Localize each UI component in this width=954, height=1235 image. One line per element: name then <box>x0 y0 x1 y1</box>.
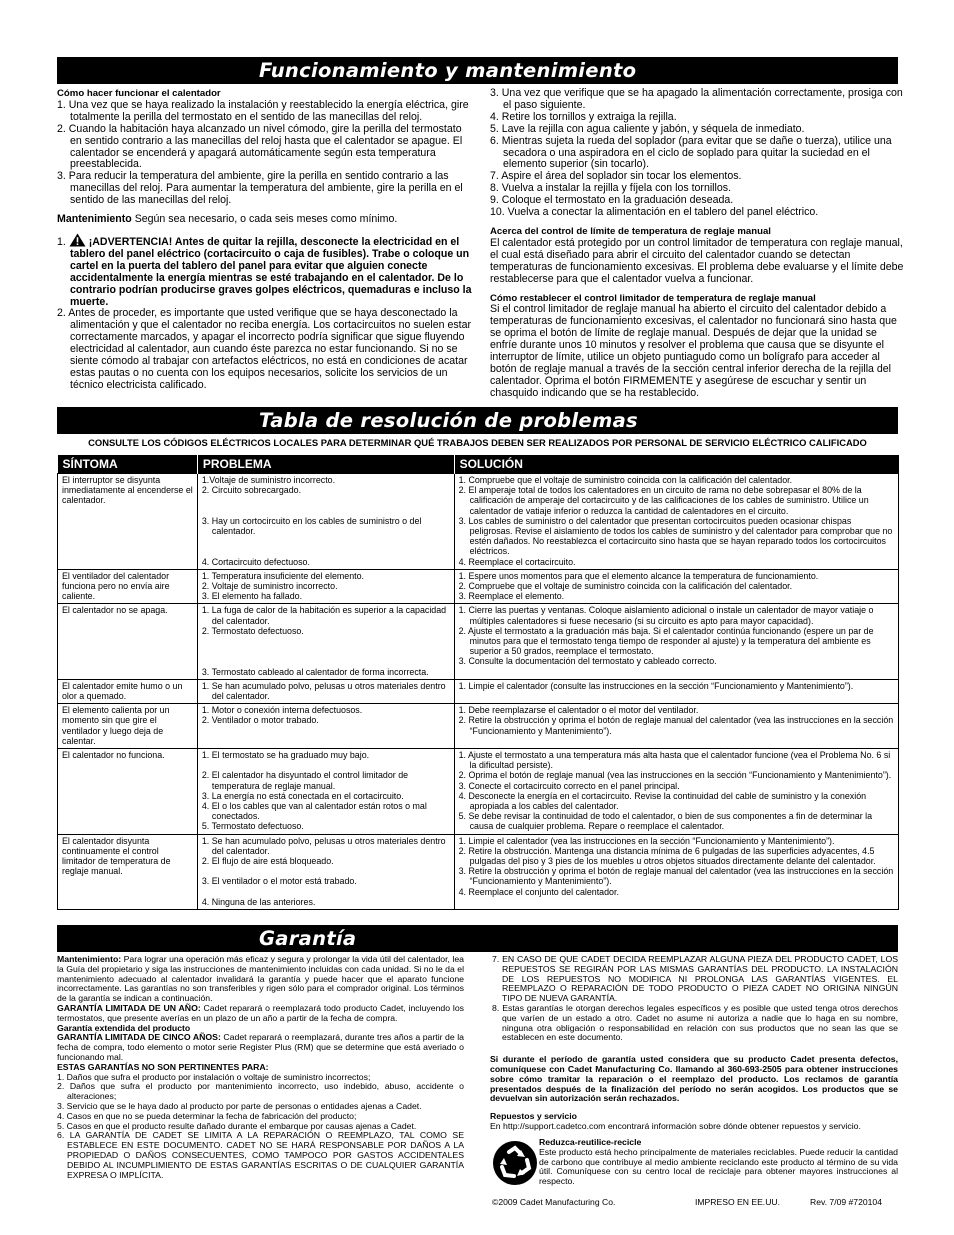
list-item: 2. Antes de proceder, es importante que usted verifique que se haya desconectado la alimentación y que el calentador no reciba energía. Los cortacircuitos no suelen estar correctamente marcados, y apagar el incorrecto podría significar que sigue fluyendo electricidad al calentador, aun cuando éste parezca no estar funcionando. Si no se siente cómodo al trabajar con artefactos eléctricos, no está en condiciones de acatar estas pautas o no cuenta con los equipos necesarios, solicite los servicios de un técnico electricista calificado. <box>57 307 472 391</box>
maintenance-steps <box>57 233 473 392</box>
problem-item: 1. El termostato se ha graduado muy bajo. <box>201 750 370 761</box>
operation-column-right <box>490 88 904 400</box>
list-item: 6. Mientras sujeta la rueda del soplador (para evitar que se dañe o tuerza), utilice una secadora o una aspiradora en el ciclo de soplado para quitar la suciedad en el elemento superior (sin tocarlo). <box>490 134 892 171</box>
solution-item: 2. El amperaje total de todos los calentadores en un circuito de rama no debe sobrepasar el 80% de la calificación de amperaje del cortacircuito y de las calificaciones de los cables de suministro. Utilice un calentador de vatiaje inferior o reduzca la cantidad de calentadores en el circuito. <box>458 485 869 516</box>
paragraph <box>57 1004 464 1024</box>
warning-icon <box>69 233 86 247</box>
problem-cell <box>197 679 454 703</box>
solution-item: 2. Oprima el botón de reglaje manual (vea las instrucciones en la sección “Funcionamiento y Mantenimiento”). <box>458 770 892 781</box>
solution-item: 3. Conecte el cortacircuito correcto en el panel principal. <box>458 780 680 791</box>
solution-item: 1. Ajuste el termostato a una temperatura más alta hasta que el calentador funcione (vea el Problema No. 6 si la dificultad persiste). <box>458 750 891 771</box>
symptom-cell: El elemento calienta por un momento sin que gire el ventilador y luego deja de calentar. <box>58 704 198 749</box>
problem-item: 3. Hay un cortocircuito en los cables de suministro o del calentador. <box>201 515 422 536</box>
warranty-label: Garantía extendida del producto <box>57 1022 191 1033</box>
list-item: 8. Vuelva a instalar la rejilla y fíjela con los tornillos. <box>490 182 732 195</box>
claim-text: Si durante el período de garantía usted considera que su producto Cadet presenta defectos, comuníquese con Cadet Manufacturing Co. llamando al 360-693-2505 para obtener instrucciones sobre cómo tramitar la reparación o el reemplazo del producto. Los reclamos de garantía presentados después de la finalización del período no serán acogidos. Los productos que se devuelvan sin autorización serán rechazados. <box>490 1054 898 1104</box>
problem-cell <box>197 749 454 835</box>
spacer <box>202 646 450 656</box>
list-item: 5. Lave la rejilla con agua caliente y jabón, y séquela de inmediato. <box>490 122 805 135</box>
table-row <box>58 604 899 679</box>
solution-item: 2. Compruebe que el voltaje de suministro coincida con la calificación del calentador. <box>458 581 793 592</box>
symptom-cell: El calentador disyunta continuamente el control limitador de temperatura de reglaje manual. <box>58 834 198 909</box>
troubleshooting-table <box>57 455 899 910</box>
codes-note: CONSULTE LOS CÓDIGOS ELÉCTRICOS LOCALES PARA DETERMINAR QUÉ TRABAJOS DEBEN SER REALIZADOS POR PERSONAL DE SERVICIO ELÉCTRICO CALIFICADO <box>88 437 867 448</box>
problem-item: 1. Se han acumulado polvo, pelusas u otros materiales dentro del calentador. <box>201 835 446 856</box>
subheading: Cómo hacer funcionar el calentador <box>57 88 221 99</box>
problem-item: 1. Temperatura insuficiente del elemento. <box>201 570 365 581</box>
problem-item: 3. El elemento ha fallado. <box>201 591 303 602</box>
problem-item: 3. La energía no está conectada en el cortacircuito. <box>201 790 404 801</box>
solution-item: 5. Se debe revisar la continuidad de todo el calentador, o bien de sus componentes a fin de determinar la causa de cualquier problema. Repare o reemplace el calentador. <box>458 811 873 832</box>
warranty-label: GARANTÍA LIMITADA DE UN AÑO: <box>57 1002 201 1013</box>
list-item: 1. Daños que sufra el producto por instalación o voltaje de suministro incorrectos; <box>57 1071 371 1082</box>
list-item: 8. Estas garantías le otorgan derechos legales específicos y es posible que usted tenga otros derechos que varíen de un estado a otro. Cadet no asume ni autoriza a nadie que lo haga en su nombre, ninguna otra obligación o responsabilidad en relación con sus productos que no sean las que se establecen en este documento. <box>492 1002 898 1043</box>
list-item: 1. Una vez que se haya realizado la instalación y reestablecido la energía eléctrica, gire totalmente la perilla del termostato en el sentido de las manecillas del reloj. <box>57 98 469 123</box>
problem-item: 1.Voltaje de suministro incorrecto. <box>201 475 336 485</box>
maintenance-text: Según sea necesario, o cada seis meses como mínimo. <box>131 213 398 226</box>
warranty-label: ESTAS GARANTÍAS NO SON PERTINENTES PARA: <box>57 1061 269 1072</box>
solution-cell <box>454 569 898 604</box>
spacer <box>202 536 450 546</box>
list-item: 3. Para reducir la temperatura del ambiente, gire la perilla en sentido contrario a las manecillas del reloj. Para aumentar la temperatura del ambiente, gire la perilla en el sentido de las manecillas del reloj. <box>57 170 463 207</box>
symptom-cell: El ventilador del calentador funciona pero no envía aire caliente. <box>58 569 198 604</box>
list-item: 9. Coloque el termostato en la graduación deseada. <box>490 194 734 207</box>
operation-column-left <box>57 88 473 392</box>
parts-label: Repuestos y servicio <box>490 1111 577 1122</box>
table-row <box>58 704 899 749</box>
problem-cell <box>197 569 454 604</box>
section-header-tabla <box>57 407 898 434</box>
solution-item: 1. Espere unos momentos para que el elemento alcance la temperatura de funcionamiento. <box>458 570 819 581</box>
spacer <box>202 636 450 646</box>
spacer <box>202 495 450 505</box>
printed-in: IMPRESO EN EE.UU. <box>695 1197 780 1207</box>
problem-cell <box>197 604 454 679</box>
section-header-funcionamiento <box>57 57 898 84</box>
spacer <box>202 760 450 770</box>
list-item: 3. Una vez que verifique que se ha apagado la alimentación correctamente, prosiga con el paso siguiente. <box>490 87 903 111</box>
symptom-cell: El calentador no funciona. <box>58 749 198 835</box>
problem-item: 2. Ventilador o motor trabado. <box>201 715 319 726</box>
symptom-cell: El interruptor se disyunta inmediatamente al encenderse el calentador. <box>58 474 198 570</box>
solution-cell <box>454 834 898 909</box>
spacer <box>202 546 450 556</box>
paragraph: El calentador está protegido por un control limitador de temperatura con reglaje manual, el cual está diseñado para abrir el circuito del calentador cuando se detectan temperaturas de funcionamiento excesivas. El problema debe evaluarse y el límite debe restablecerse para que el calentador vuelva a funcionar. <box>490 236 904 285</box>
subheading: Acerca del control de límite de temperatura de reglaje manual <box>490 225 771 237</box>
paragraph: Este producto está hecho principalmente de materiales reciclables. Puede reducir la cantidad de carbono que contribuye al medio ambiente reciclando este producto al término de su vida útil. Comuníquese con su centro local de reciclaje para obtener mayores instrucciones al respecto. <box>539 1146 898 1187</box>
spacer <box>202 887 450 897</box>
warning-number: 1. <box>57 235 66 248</box>
paragraph <box>57 1033 464 1062</box>
problem-item: 2. Voltaje de suministro incorrecto. <box>201 581 338 592</box>
warranty-text: Cadet reparará o reemplazará todo producto Cadet, incluyendo los termostatos, que presente averías en un plazo de un año a partir de la fecha de compra. <box>57 1002 464 1023</box>
solution-cell <box>454 604 898 679</box>
solution-item: 4. Reemplace el conjunto del calentador. <box>458 886 619 897</box>
list-item: 4. Casos en que no se pueda determinar la fecha de fabricación del producto; <box>57 1110 357 1121</box>
problem-item: 3. Termostato cableado al calentador de forma incorrecta. <box>201 666 429 677</box>
spacer <box>202 656 450 666</box>
solution-cell <box>454 749 898 835</box>
section-header-garantia <box>57 925 898 952</box>
solution-item: 3. Consulte la documentación del termostato y cableado correcto. <box>458 656 717 667</box>
spacer <box>202 506 450 516</box>
table-row <box>58 749 899 835</box>
solution-item: 1. Compruebe que el voltaje de suministro coincida con la calificación del calentador. <box>458 475 793 485</box>
problem-item: 1. Se han acumulado polvo, pelusas u otros materiales dentro del calentador. <box>201 680 446 702</box>
copyright: ©2009 Cadet Manufacturing Co. <box>492 1197 616 1207</box>
exclusions-list <box>57 1073 464 1181</box>
solution-item: 3. Retire la obstrucción y oprima el botón de reglaje manual del calentador (vea las instrucciones en la sección “Funcionamiento y Mantenimiento”). <box>458 866 894 887</box>
subheading: Cómo restablecer el control limitador de temperatura de reglaje manual <box>490 292 816 304</box>
solution-item: 4. Desconecte la energía en el cortacircuito. Revise la continuidad del cable de suministro y la conexión apropiada a los cables del calentador. <box>458 790 867 812</box>
recycle-block <box>539 1138 898 1187</box>
solution-item: 2. Retire la obstrucción. Mantenga una distancia mínima de 6 pulgadas de las superficies adyacentes, 4.5 pulgadas del piso y 3 pies de los muebles u otros objetos situados directamente delante del calentador. <box>458 845 876 867</box>
paragraph: En http://support.cadetco.com encontrará información sobre dónde obtener repuestos y servicio. <box>490 1120 861 1131</box>
symptom-cell: El calentador emite humo o un olor a quemado. <box>58 679 198 703</box>
problem-item: 2. Circuito sobrecargado. <box>201 485 302 496</box>
solution-cell <box>454 704 898 749</box>
section-title: Tabla de resolución de problemas <box>259 409 638 432</box>
problem-item: 4. Ninguna de las anteriores. <box>201 896 316 907</box>
column-header-solucion: SOLUCIÓN <box>454 455 898 474</box>
warranty-column-right <box>490 955 898 1132</box>
solution-item: 2. Retire la obstrucción y oprima el botón de reglaje manual del calentador (vea las instrucciones en la sección “Funcionamiento y Mantenimiento”). <box>458 715 894 736</box>
paragraph <box>57 955 464 1004</box>
problem-item: 3. El ventilador o el motor está trabado. <box>201 876 357 887</box>
solution-item: 1. Limpie el calentador (vea las instrucciones en la sección “Funcionamiento y Mantenimiento”). <box>458 835 835 846</box>
list-item: 2. Daños que sufra el producto por mantenimiento incorrecto, uso indebido, abuso, accidente o alteraciones; <box>57 1081 464 1102</box>
section-title: Garantía <box>259 927 357 950</box>
list-item: 7. Aspire el área del soplador sin tocar los elementos. <box>490 170 742 183</box>
problem-item: 2. El calentador ha disyuntado el control limitador de temperatura de reglaje manual. <box>201 770 409 791</box>
problem-cell <box>197 704 454 749</box>
solution-item: 4. Reemplace el cortacircuito. <box>458 556 576 567</box>
paragraph: Si el control limitador de reglaje manual ha abierto el circuito del calentador debido a temperaturas de funcionamiento excesivas, el calentador no funcionará sino hasta que se oprima el botón de límite de reglaje manual. Después de dejar que la unidad se enfríe durante unos 10 minutos y resolver el problema que causa que se disyunte el interruptor de límite, utilice un objeto puntiagudo como un bolígrafo para acceder al botón de reglaje manual a través de la sección central inferior derecha de la rejilla del calentador. Oprima el botón FIRMEMENTE y asegúrese de escuchar y sentir un chasquido indicando que se ha restablecido. <box>490 303 897 399</box>
list-item: 6. LA GARANTÍA DE CADET SE LIMITA A LA REPARACIÓN O REEMPLAZO, TAL COMO SE ESTABLECE EN ESTE DOCUMENTO. CADET NO SE HARÁ RESPONSABLE POR DAÑOS A LA PROPIEDAD O DAÑOS CONSECUENTES, COMO TAMPOCO POR GASTOS ACCIDENTALES DEBIDO AL INCUMPLIMIENTO DE ESTAS GARANTÍAS ESCRITAS O DE CUALQUIER GARANTÍA EXPRESA O IMPLÍCITA. <box>57 1130 464 1180</box>
list-item: 4. Retire los tornillos y extraiga la rejilla. <box>490 110 677 123</box>
column-header-problema: PROBLEMA <box>197 455 454 474</box>
spacer <box>202 866 450 876</box>
list-item: 3. Servicio que se le haya dado al producto por parte de personas o entidades ajenas a Cadet. <box>57 1100 422 1111</box>
problem-cell <box>197 834 454 909</box>
symptom-cell: El calentador no se apaga. <box>58 604 198 679</box>
solution-item: 3. Los cables de suministro o del calentador que presentan cortocircuitos pueden ocasionar chispas peligrosas. Revise el aislamiento de todos los cables de suministro y del calentador para comprobar que no estén dañados. No reestablezca el cortacircuito sino hasta que se hayan reparado todos los cortocircuitos eléctricos. <box>458 515 893 557</box>
warranty-text: Para lograr una operación más eficaz y segura y prolongar la vida útil del calentador, lea la Guía del propietario y siga las instrucciones de mantenimiento incluidas con cada unidad. Si no le da el mantenimiento adecuado al calentador invalidará la garantía y puede hacer que el aparato funcione incorrectamente. Las garantías no son transferibles y rigen sólo para el comprador original. Los términos de la garantía se indican a continuación. <box>57 954 464 1004</box>
problem-item: 4. El o los cables que van al calentador están rotos o mal conectados. <box>201 801 427 822</box>
revision: Rev. 7/09 #720104 <box>810 1197 882 1207</box>
warranty-label: Mantenimiento: <box>57 954 122 964</box>
table-body <box>58 474 899 910</box>
table-row <box>58 834 899 909</box>
warranty-column-left <box>57 955 464 1180</box>
warning-item <box>57 233 473 308</box>
problem-cell <box>197 474 454 570</box>
problem-item: 4. Cortacircuito defectuoso. <box>201 556 310 567</box>
problem-item: 1. Motor o conexión interna defectuosos. <box>201 705 363 716</box>
recycle-icon <box>492 1140 538 1186</box>
list-item: 10. Vuelva a conectar la alimentación en el tablero del panel eléctrico. <box>490 206 819 219</box>
problem-item: 2. El flujo de aire está bloqueado. <box>201 856 334 867</box>
solution-item: 3. Reemplace el elemento. <box>458 591 565 602</box>
maintenance-paragraph <box>57 214 473 226</box>
list-item: 2. Cuando la habitación haya alcanzado un nivel cómodo, gire la perilla del termostato en sentido contrario a las manecillas del reloj hasta que el calentador se apague. El calentador se encenderá y apagará automáticamente según esta temperatura preestablecida. <box>57 122 463 171</box>
warranty-label: GARANTÍA LIMITADA DE CINCO AÑOS: <box>57 1032 221 1043</box>
table-row <box>58 679 899 703</box>
maintenance-steps-cont <box>490 88 904 219</box>
solution-item: 1. Cierre las puertas y ventanas. Coloque aislamiento adicional o instale un calentador de mayor vatiaje o múltiples calentadores si fuese necesario (si su circuito es apto para mayor capacidad). <box>458 605 874 626</box>
solution-item: 1. Limpie el calentador (consulte las instrucciones en la sección “Funcionamiento y Mantenimiento”). <box>458 680 854 691</box>
table-row <box>58 474 899 570</box>
section-title: Funcionamiento y mantenimiento <box>259 59 637 82</box>
warranty-text: Cadet reparará o reemplazará, durante tres años a partir de la fecha de compra, todo elemento o motor serie Register Plus (RM) que se determine que está averiado o funcionando mal. <box>57 1032 464 1062</box>
exclusions-list-cont <box>490 955 898 1043</box>
problem-item: 1. La fuga de calor de la habitación es superior a la capacidad del calentador. <box>201 605 447 626</box>
solution-cell <box>454 474 898 570</box>
problem-item: 5. Termostato defectuoso. <box>201 821 304 832</box>
list-item: 5. Casos en que el producto resulte dañado durante el embarque por causas ajenas a Cadet. <box>57 1120 417 1131</box>
problem-item: 2. Termostato defectuoso. <box>201 625 304 636</box>
warning-text: ¡ADVERTENCIA! Antes de quitar la rejilla, desconecte la electricidad en el tablero del panel eléctrico (cortacircuito o caja de fusibles). Trabe o coloque un cartel en la puerta del tablero del panel para evitar que alguien conecte accidentalmente la energía mientras se esté trabajando en el calentador. De lo contrario podrían producirse graves golpes eléctricos, quemaduras e incluso la muerte. <box>70 235 472 308</box>
operation-steps <box>57 100 473 207</box>
column-header-sintoma: SÍNTOMA <box>58 455 198 474</box>
solution-item: 2. Ajuste el termostato a la graduación más baja. Si el calentador continúa funcionando (espere un par de minutos para que el termostato tenga tiempo de responder al ajuste) y la temperatura del ambiente es superior a 50 grados, reemplace el termostato. <box>458 625 874 657</box>
list-item: 7. EN CASO DE QUE CADET DECIDA REEMPLAZAR ALGUNA PIEZA DEL PRODUCTO CADET, LOS REPUESTOS SE REGIRÁN POR LAS MISMAS GARANTÍAS DEL PRODUCTO. LA INSTALACIÓN DE LOS REPUESTOS NO MODIFICA NI PROLONGA LAS GARANTÍAS VIGENTES. EL REEMPLAZO O REPARACIÓN DE TODO PRODUCTO O PIEZA CADET NO ORIGINA NINGÚN TIPO DE NUEVA GARANTÍA. <box>492 954 898 1004</box>
recycle-label: Reduzca-reutilice-recicle <box>539 1137 642 1147</box>
table-row <box>58 569 899 604</box>
maintenance-label: Mantenimiento <box>57 213 132 226</box>
claim-paragraph <box>490 1055 898 1104</box>
solution-cell <box>454 679 898 703</box>
solution-item: 1. Debe reemplazarse el calentador o el motor del ventilador. <box>458 705 699 716</box>
